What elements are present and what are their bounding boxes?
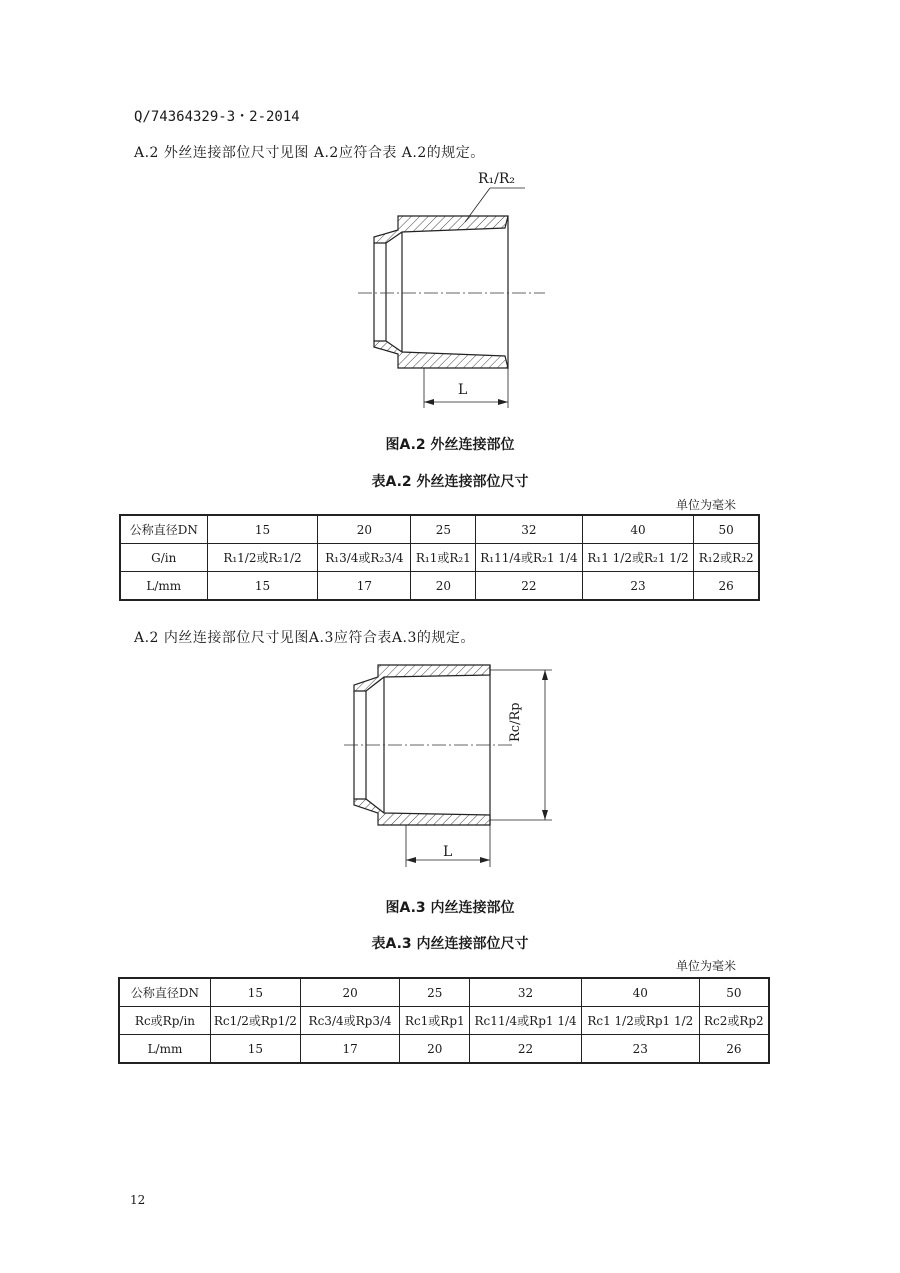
table-cell: 20 bbox=[318, 515, 411, 544]
table-row bbox=[119, 1007, 769, 1035]
table-cell: Rc1 1/2或Rp1 1/2 bbox=[581, 1007, 699, 1035]
table-cell: Rc或Rp/in bbox=[119, 1007, 210, 1035]
table-a2-unit: 单位为毫米 bbox=[676, 498, 737, 512]
table-a3 bbox=[118, 977, 770, 1064]
section-a3-intro: A.2 内丝连接部位尺寸见图A.3应符合表A.3的规定。 bbox=[134, 630, 475, 646]
table-cell: Rc3/4或Rp3/4 bbox=[300, 1007, 400, 1035]
table-cell: 50 bbox=[694, 515, 759, 544]
figure-a3-drawing bbox=[340, 655, 580, 875]
figure-a2-drawing bbox=[340, 160, 570, 420]
table-cell: 40 bbox=[582, 515, 694, 544]
table-cell: R₁1/2或R₂1/2 bbox=[207, 544, 318, 572]
table-row bbox=[119, 1035, 769, 1064]
table-row bbox=[120, 515, 759, 544]
table-cell: 15 bbox=[210, 978, 300, 1007]
table-cell: 22 bbox=[476, 572, 582, 601]
table-cell: Rc1/2或Rp1/2 bbox=[210, 1007, 300, 1035]
table-cell: R₁11/4或R₂1 1/4 bbox=[476, 544, 582, 572]
table-cell: 公称直径DN bbox=[119, 978, 210, 1007]
table-cell: 25 bbox=[411, 515, 476, 544]
table-cell: 32 bbox=[476, 515, 582, 544]
table-cell: 15 bbox=[210, 1035, 300, 1064]
table-cell: 22 bbox=[470, 1035, 582, 1064]
table-cell: 15 bbox=[207, 515, 318, 544]
figure-a2-thread-label: R₁/R₂ bbox=[478, 171, 516, 187]
table-cell: 20 bbox=[300, 978, 400, 1007]
table-cell: R₁2或R₂2 bbox=[694, 544, 759, 572]
table-cell: R₁1或R₂1 bbox=[411, 544, 476, 572]
table-a3-caption: 表A.3 内丝连接部位尺寸 bbox=[371, 936, 529, 952]
table-cell: 26 bbox=[699, 1035, 769, 1064]
page-number: 12 bbox=[130, 1193, 146, 1207]
table-cell: 25 bbox=[400, 978, 470, 1007]
table-cell: R₁3/4或R₂3/4 bbox=[318, 544, 411, 572]
standard-number: Q/74364329-3・2-2014 bbox=[134, 109, 300, 125]
table-cell: 23 bbox=[582, 572, 694, 601]
table-cell: L/mm bbox=[119, 1035, 210, 1064]
figure-a3-length-label: L bbox=[443, 844, 453, 860]
table-cell: Rc1或Rp1 bbox=[400, 1007, 470, 1035]
table-cell: 15 bbox=[207, 572, 318, 601]
table-cell: Rc2或Rp2 bbox=[699, 1007, 769, 1035]
table-cell: 20 bbox=[400, 1035, 470, 1064]
table-a2 bbox=[119, 514, 760, 601]
section-a2-intro: A.2 外丝连接部位尺寸见图 A.2应符合表 A.2的规定。 bbox=[134, 145, 485, 161]
table-cell: 17 bbox=[300, 1035, 400, 1064]
table-cell: 公称直径DN bbox=[120, 515, 207, 544]
figure-a2-length-label: L bbox=[458, 382, 468, 398]
table-row bbox=[119, 978, 769, 1007]
table-cell: R₁1 1/2或R₂1 1/2 bbox=[582, 544, 694, 572]
table-cell: 23 bbox=[581, 1035, 699, 1064]
table-cell: Rc11/4或Rp1 1/4 bbox=[470, 1007, 582, 1035]
table-cell: 50 bbox=[699, 978, 769, 1007]
table-cell: 32 bbox=[470, 978, 582, 1007]
figure-a2-caption: 图A.2 外丝连接部位 bbox=[385, 437, 515, 453]
table-cell: 17 bbox=[318, 572, 411, 601]
figure-a3-caption: 图A.3 内丝连接部位 bbox=[385, 900, 515, 916]
figure-a3-thread-label: Rc/Rp bbox=[508, 702, 523, 742]
table-a3-unit: 单位为毫米 bbox=[676, 959, 737, 973]
table-cell: G/in bbox=[120, 544, 207, 572]
table-cell: 20 bbox=[411, 572, 476, 601]
table-a2-caption: 表A.2 外丝连接部位尺寸 bbox=[371, 474, 529, 490]
table-cell: L/mm bbox=[120, 572, 207, 601]
table-cell: 26 bbox=[694, 572, 759, 601]
table-row bbox=[120, 544, 759, 572]
table-cell: 40 bbox=[581, 978, 699, 1007]
table-row bbox=[120, 572, 759, 601]
